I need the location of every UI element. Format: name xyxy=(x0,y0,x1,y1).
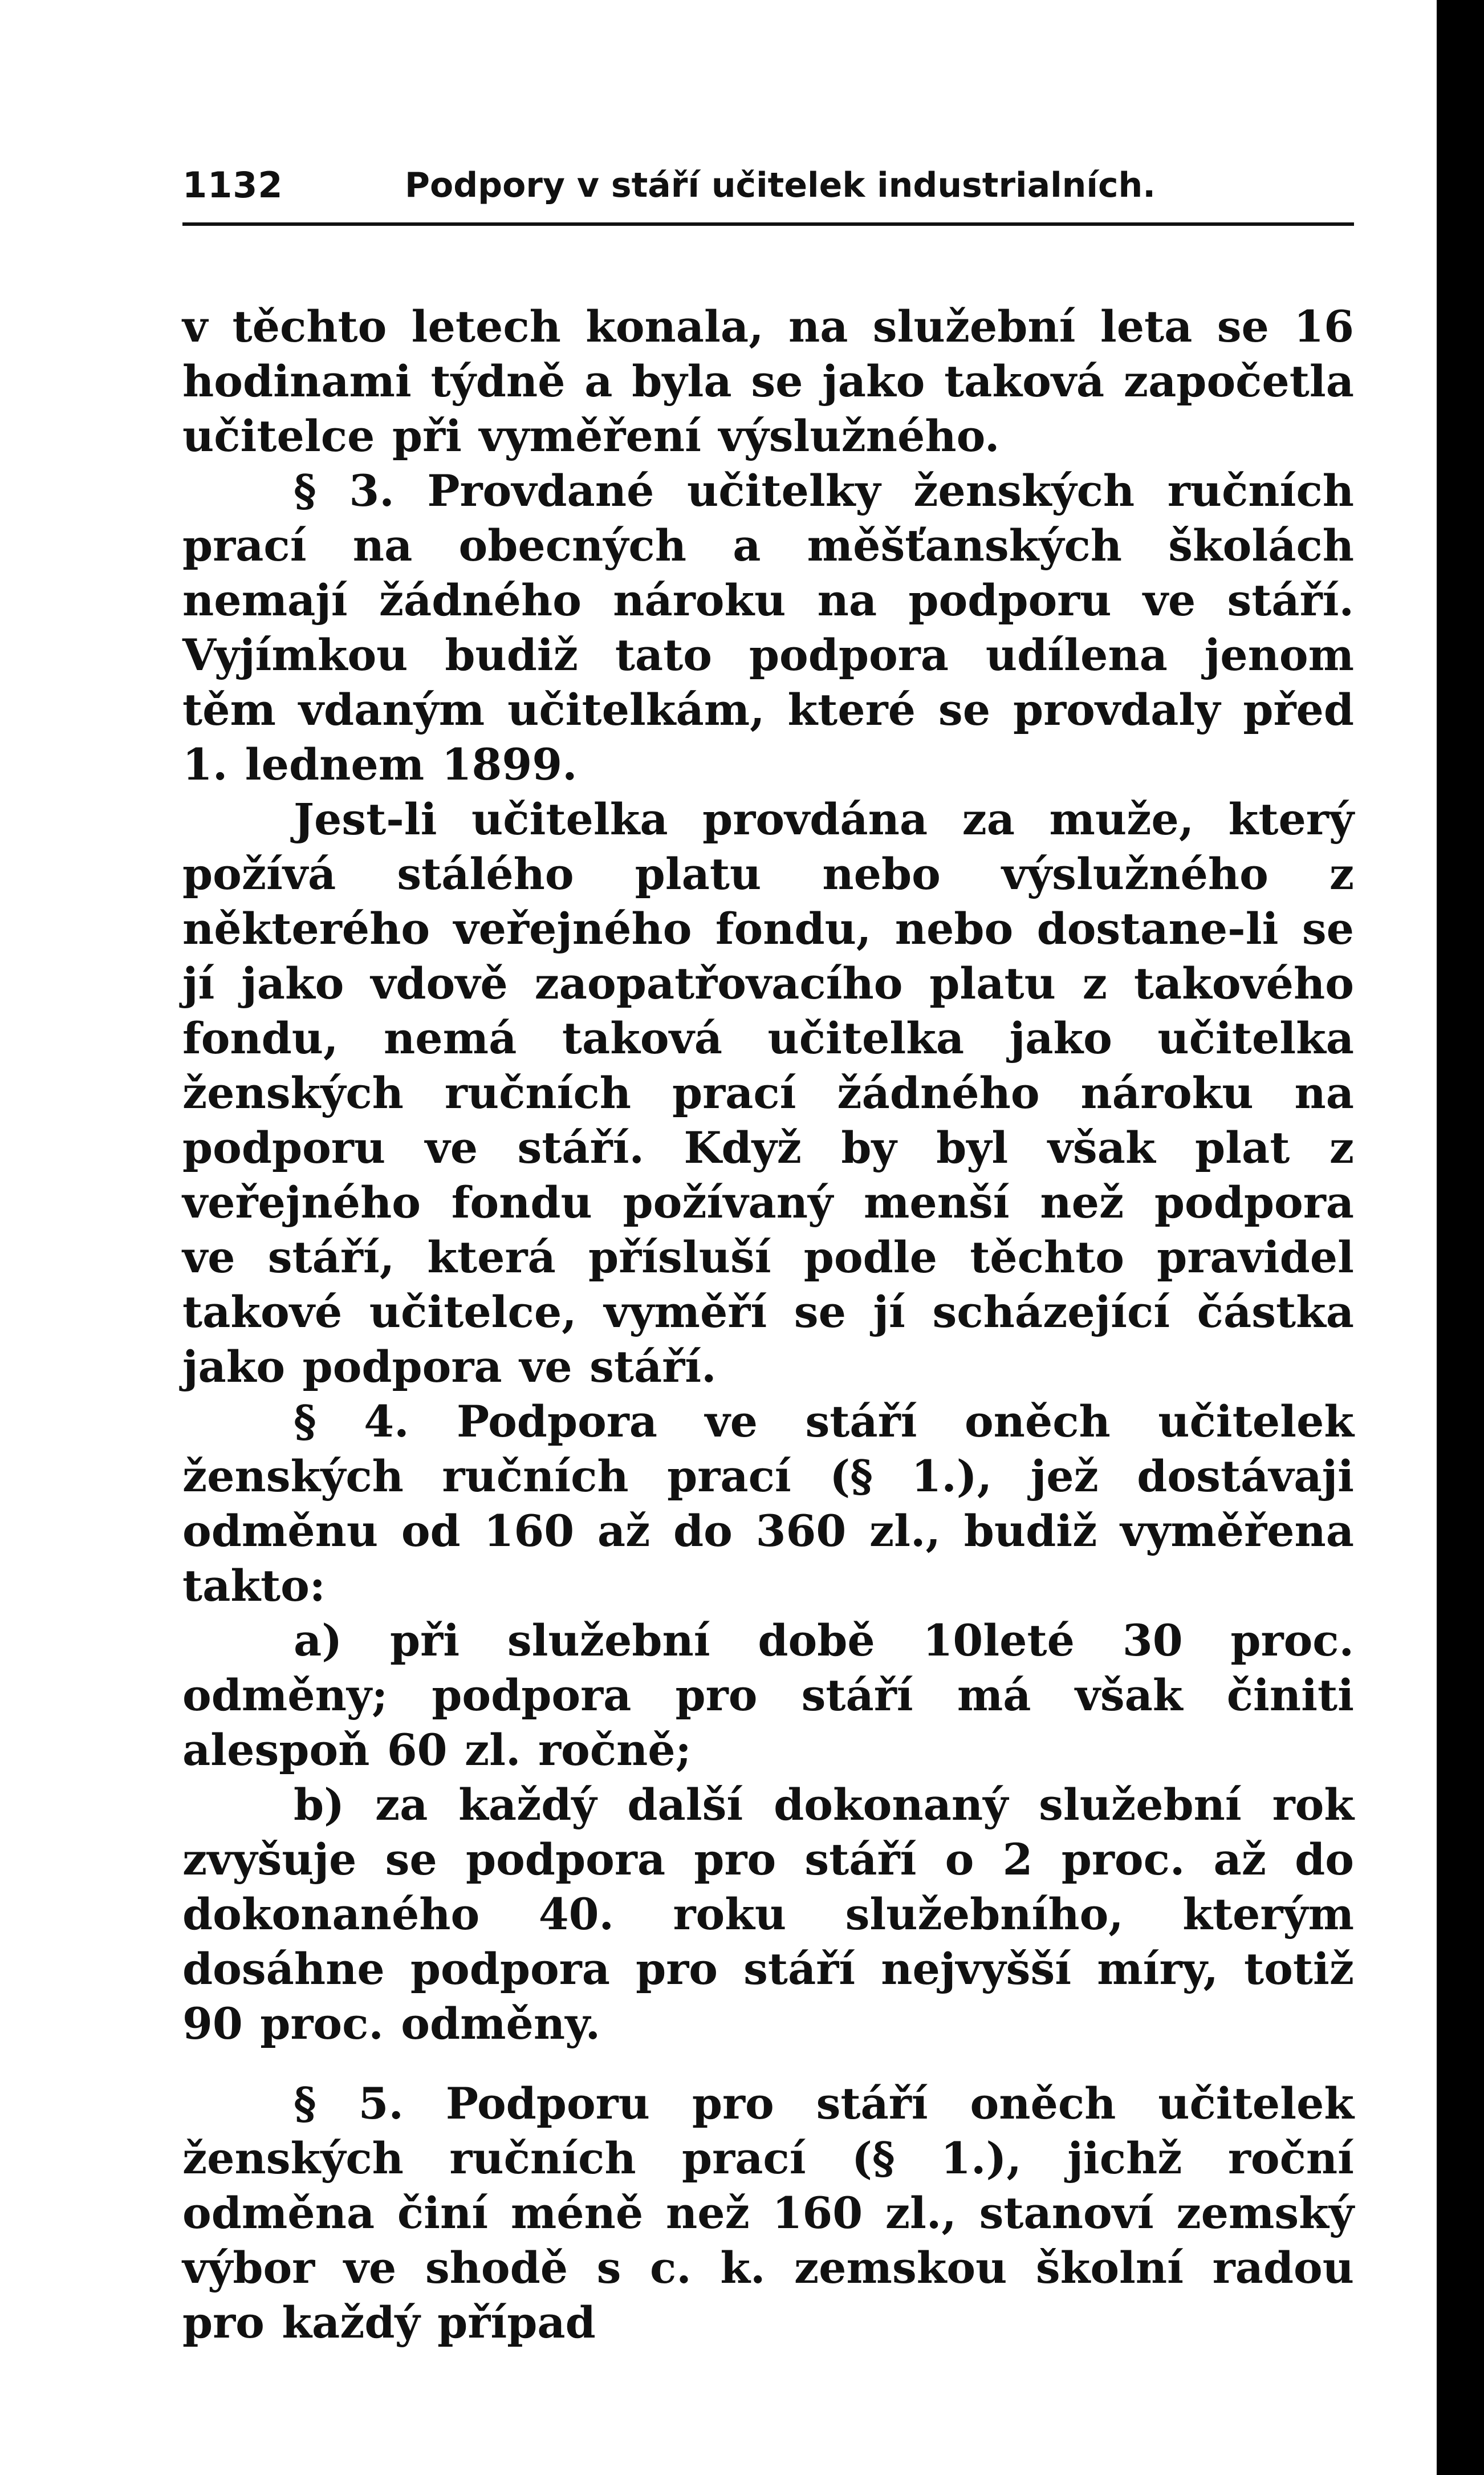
paragraph-section-3: § 3. Provdané učitelky ženských ručních prací na obecných a měšťanských školách nemají žádného nároku na podporu ve stáří. Vyjímkou budiž tato podpora udílena jenom těm vdaným učitelkám, které se provdaly před 1. lednem 1899. xyxy=(182,465,1354,790)
paragraph-section-5: § 5. Podporu pro stáří oněch učitelek ženských ručních prací (§ 1.), jichž roční odměna činí méně než 160 zl., stanoví zemský výbor ve shodě s c. k. zemskou školní radou pro každý případ xyxy=(182,2078,1354,2348)
paragraph-item-a: a) při služební době 10leté 30 proc. odměny; podpora pro stáří má však činiti alespoň 60 zl. ročně; xyxy=(182,1615,1354,1775)
running-title: Podpory v stáří učitelek industrialních. xyxy=(405,165,1156,205)
scan-edge xyxy=(1437,0,1484,2475)
paragraph-continuation: v těchto letech konala, na služební leta se 16 hodinami týdně a byla se jako taková započetla učitelce při vyměření výslužného. xyxy=(182,301,1354,461)
page-number: 1132 xyxy=(182,164,283,206)
paragraph-item-b: b) za každý další dokonaný služební rok zvyšuje se podpora pro stáří o 2 proc. až do dokonaného 40. roku služebního, kterým dosáhne podpora pro stáří nejvyšší míry, totiž 90 proc. odměny. xyxy=(182,1779,1354,2049)
page-header xyxy=(182,159,1354,216)
body-text xyxy=(182,299,1354,2350)
header-rule xyxy=(182,222,1354,226)
paragraph-married-teacher: Jest-li učitelka provdána za muže, který požívá stálého platu nebo výslužného z některého veřejného fondu, nebo dostane-li se jí jako vdově zaopatřovacího platu z takového fondu, nemá taková učitelka jako učitelka ženských ručních prací žádného nároku na podporu ve stáří. Když by byl však plat z veřejného fondu požívaný menší než podpora ve stáří, která přísluší podle těchto pravidel takové učitelce, vyměří se jí scházející částka jako podpora ve stáří. xyxy=(182,794,1354,1392)
paragraph-section-4: § 4. Podpora ve stáří oněch učitelek ženských ručních prací (§ 1.), jež dostávaji odměnu od 160 až do 360 zl., budiž vyměřena takto: xyxy=(182,1396,1354,1611)
